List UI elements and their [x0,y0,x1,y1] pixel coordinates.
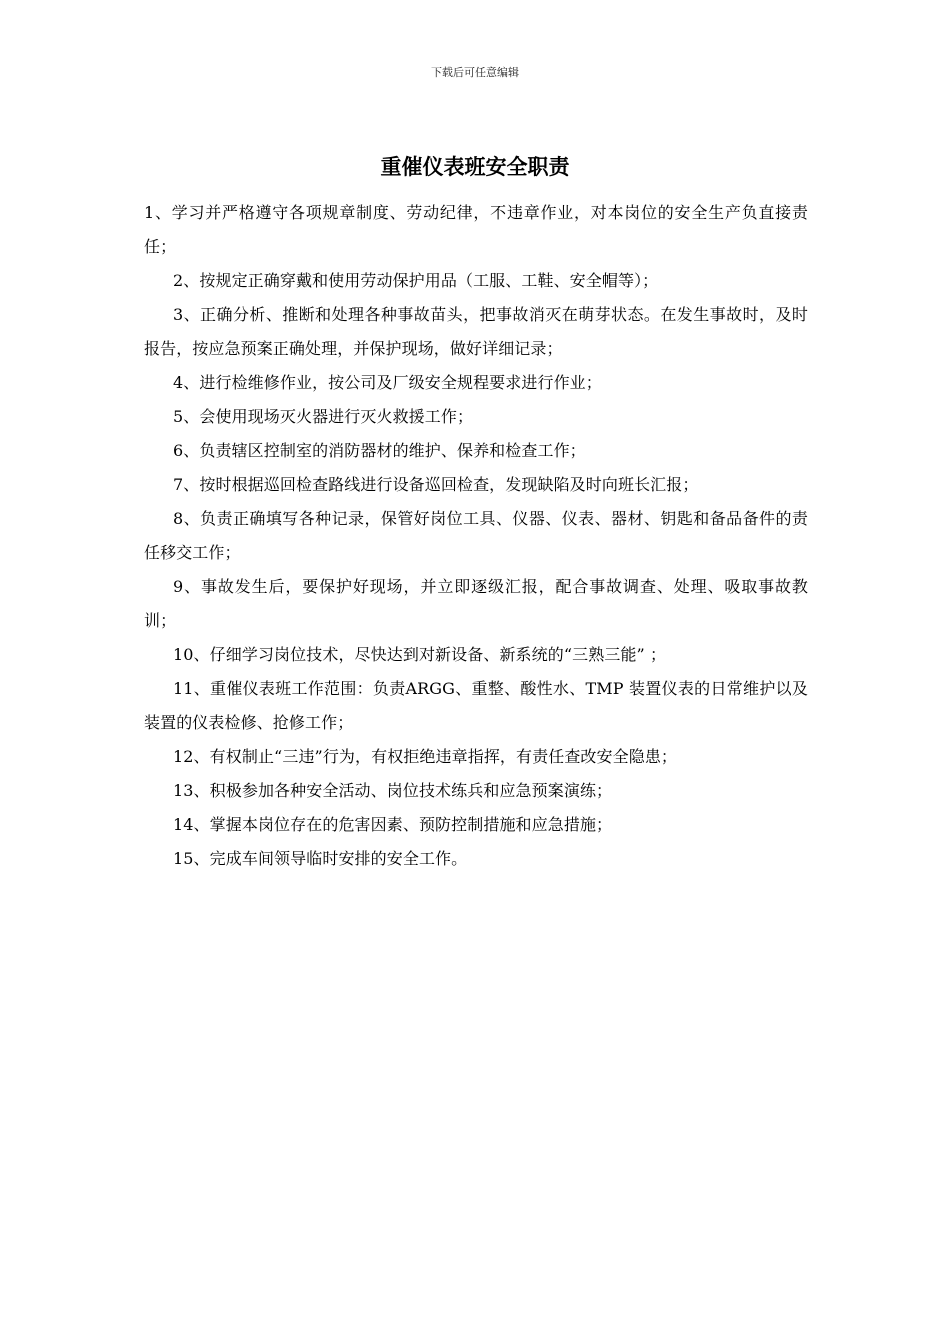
responsibility-item-11: 11、重催仪表班工作范围：负责ARGG、重整、酸性水、TMP 装置仪表的日常维护以及装置的仪表检修、抢修工作； [144,679,808,732]
responsibility-item-4: 4、进行检维修作业，按公司及厂级安全规程要求进行作业； [173,373,602,392]
header-note: 下载后可任意编辑 [431,66,519,79]
document-title: 重催仪表班安全职责 [380,155,570,179]
responsibility-item-10: 10、仔细学习岗位技术，尽快达到对新设备、新系统的“三熟三能” ； [173,645,667,664]
responsibility-item-6: 6、负责辖区控制室的消防器材的维护、保养和检查工作； [173,441,586,460]
responsibility-item-14: 14、掌握本岗位存在的危害因素、预防控制措施和应急措施； [173,815,613,834]
responsibility-item-5: 5、会使用现场灭火器进行灭火救援工作； [173,407,474,426]
responsibility-item-1: 1、学习并严格遵守各项规章制度、劳动纪律，不违章作业，对本岗位的安全生产负直接责任； [144,203,808,256]
responsibility-item-2: 2、按规定正确穿戴和使用劳动保护用品（工服、工鞋、安全帽等）； [173,271,659,290]
responsibility-item-7: 7、按时根据巡回检查路线进行设备巡回检查，发现缺陷及时向班长汇报； [173,475,699,494]
responsibility-item-12: 12、有权制止“三违”行为，有权拒绝违章指挥，有责任查改安全隐患； [173,747,678,766]
responsibility-item-3: 3、正确分析、推断和处理各种事故苗头，把事故消灭在萌芽状态。在发生事故时，及时报告，按应急预案正确处理，并保护现场，做好详细记录； [144,305,808,358]
responsibility-item-8: 8、负责正确填写各种记录，保管好岗位工具、仪器、仪表、器材、钥匙和备品备件的责任移交工作； [144,509,808,562]
responsibility-item-9: 9、事故发生后，要保护好现场，并立即逐级汇报，配合事故调查、处理、吸取事故教训； [144,577,808,630]
responsibility-item-15: 15、完成车间领导临时安排的安全工作。 [173,849,468,868]
responsibility-list [144,196,808,876]
responsibility-item-13: 13、积极参加各种安全活动、岗位技术练兵和应急预案演练； [173,781,613,800]
